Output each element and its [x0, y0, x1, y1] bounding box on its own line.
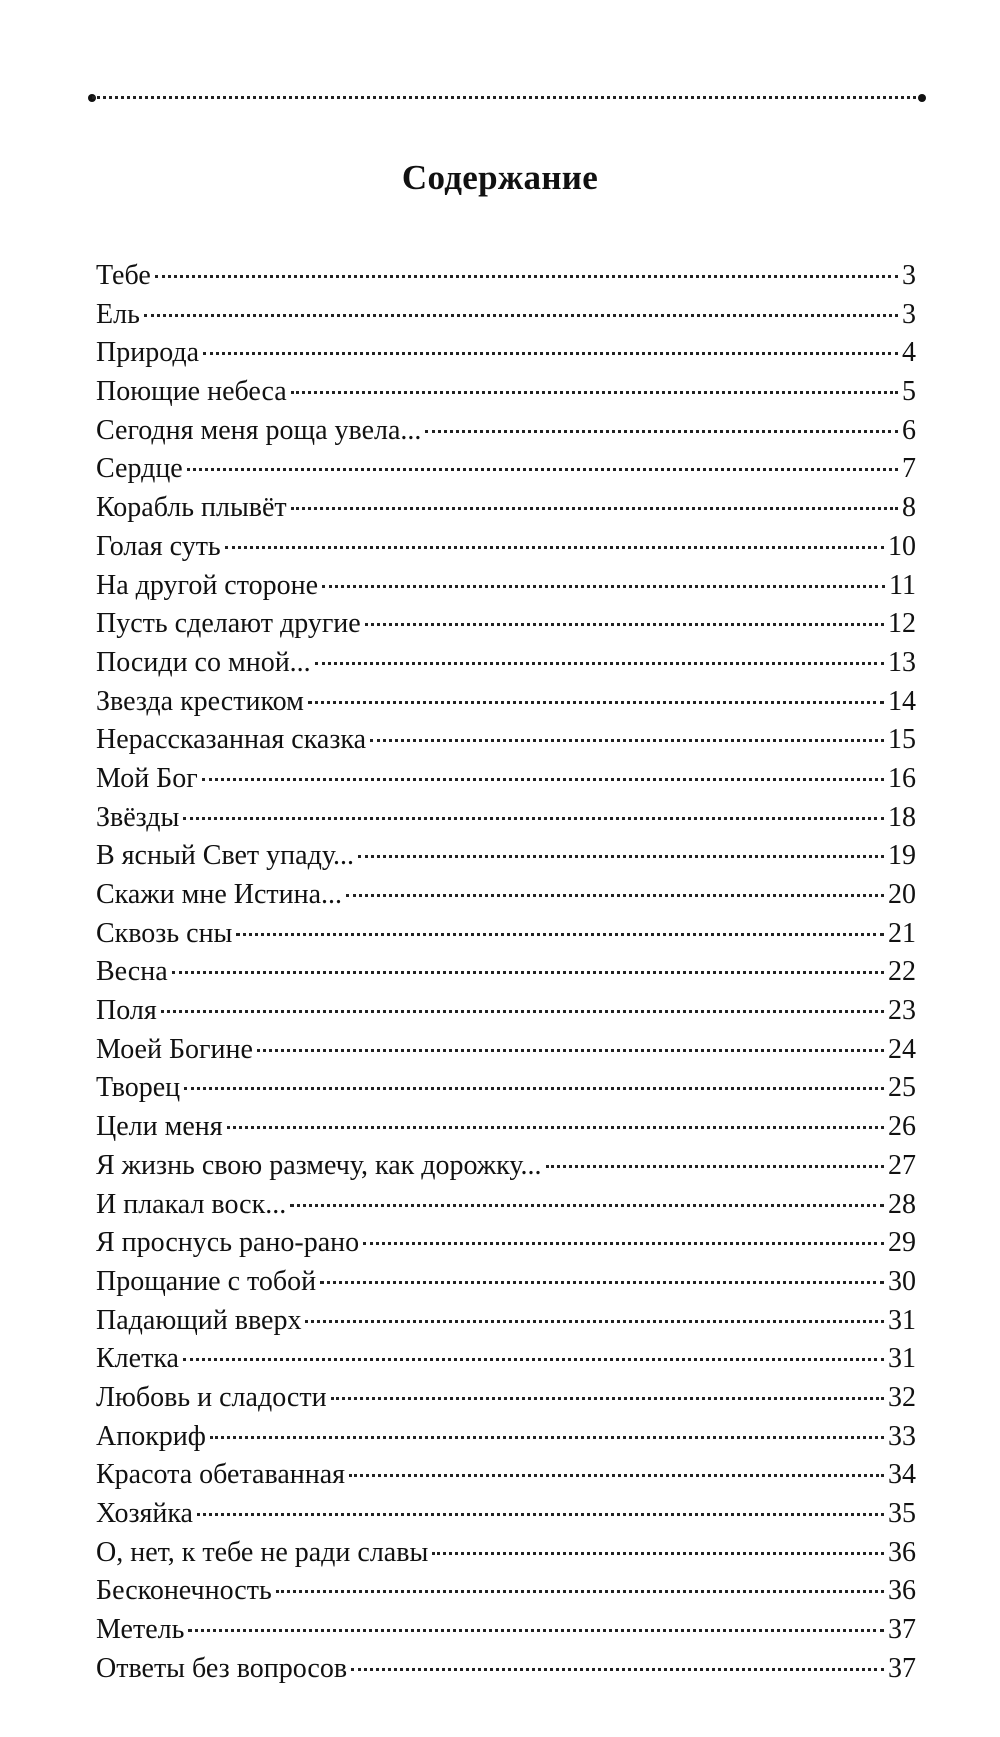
toc-entry-title: Я проснусь рано-рано: [96, 1227, 360, 1259]
toc-entry-page-number: 26: [888, 1111, 916, 1143]
toc-entry-title: Поющие небеса: [96, 376, 287, 408]
toc-entry-page-number: 35: [888, 1498, 916, 1529]
toc-entry-page-number: 16: [888, 762, 916, 794]
toc-entry: [96, 257, 916, 296]
toc-entry-page-number: 28: [888, 1188, 916, 1220]
toc-entry-title: Посиди со мной...: [96, 646, 311, 678]
toc-dot-leader: [546, 1165, 884, 1168]
toc-dot-leader: [144, 314, 898, 317]
toc-dot-leader: [432, 1552, 884, 1555]
toc-entry-title: Падающий вверх: [96, 1304, 302, 1336]
toc-entry: [96, 1224, 916, 1263]
toc-entry: [96, 1147, 916, 1186]
toc-dot-leader: [305, 1320, 884, 1323]
toc-dot-leader: [365, 623, 884, 626]
toc-entry-page-number: 6: [902, 414, 916, 446]
toc-entry-title: Сегодня меня роща увела...: [96, 414, 422, 446]
toc-entry-page-number: 24: [888, 1033, 916, 1065]
toc-entry-page-number: 14: [888, 685, 916, 717]
toc-entry: [96, 953, 916, 992]
toc-dot-leader: [346, 894, 884, 897]
toc-entry: [96, 605, 916, 644]
toc-dot-leader: [322, 585, 885, 588]
toc-entry: [96, 1650, 916, 1689]
toc-entry: [96, 489, 916, 528]
toc-entry-title: Я жизнь свою размечу, как дорожку...: [96, 1149, 542, 1181]
toc-entry-title: Моей Богине: [96, 1033, 253, 1065]
toc-entry: [96, 1534, 916, 1573]
toc-entry-title: Весна: [96, 956, 168, 988]
toc-dot-leader: [187, 468, 898, 471]
toc-entry: [96, 1108, 916, 1147]
toc-entry: [96, 1302, 916, 1341]
toc-entry-title: Корабль плывёт: [96, 492, 287, 524]
toc-entry-page-number: 27: [888, 1149, 916, 1181]
toc-dot-leader: [203, 352, 898, 355]
toc-entry-page-number: 12: [888, 608, 916, 640]
toc-dot-leader: [290, 1204, 884, 1207]
toc-entry-page-number: 34: [888, 1459, 916, 1491]
toc-entry: [96, 683, 916, 722]
toc-dot-leader: [425, 430, 898, 433]
toc-entry-page-number: 7: [902, 453, 916, 485]
toc-entry-page-number: 22: [888, 956, 916, 988]
toc-dot-leader: [370, 739, 884, 742]
toc-entry-page-number: 11: [889, 569, 916, 601]
toc-entry: [96, 373, 916, 412]
toc-entry-page-number: 5: [902, 376, 916, 408]
toc-dot-leader: [225, 546, 884, 549]
toc-entry-title: Любовь и сладости: [96, 1381, 327, 1413]
toc-entry: [96, 1572, 916, 1611]
toc-entry: [96, 876, 916, 915]
toc-entry-title: Клетка: [96, 1343, 179, 1375]
toc-dot-leader: [358, 855, 884, 858]
toc-dot-leader: [210, 1436, 884, 1439]
toc-entry-title: Сердце: [96, 453, 183, 485]
toc-entry: [96, 567, 916, 606]
toc-entry-title: Поля: [96, 995, 157, 1027]
toc-entry-title: Скажи мне Истина...: [96, 879, 343, 910]
toc-entry-title: Мой Бог: [96, 762, 198, 794]
toc-entry-page-number: 15: [888, 724, 916, 756]
toc-entry-title: Хозяйка: [96, 1498, 193, 1529]
toc-entry-title: Звезда крестиком: [96, 685, 304, 717]
toc-entry-page-number: 37: [888, 1652, 916, 1684]
toc-dot-leader: [291, 391, 898, 394]
toc-dot-leader: [363, 1242, 884, 1245]
toc-entry-title: Голая суть: [96, 530, 221, 562]
toc-entry-page-number: 20: [888, 879, 916, 910]
toc-dot-leader: [183, 1358, 884, 1361]
toc-entry-title: В ясный Свет упаду...: [96, 840, 355, 872]
toc-entry-page-number: 23: [888, 995, 916, 1027]
toc-entry: [96, 1069, 916, 1108]
toc-entry: [96, 760, 916, 799]
toc-entry-title: Метель: [96, 1614, 185, 1646]
toc-entry: [96, 334, 916, 373]
toc-entry-page-number: 8: [902, 492, 916, 524]
toc-dot-leader: [184, 1087, 884, 1090]
toc-dot-leader: [351, 1668, 884, 1671]
toc-entry-title: Красота обетаванная: [96, 1459, 346, 1491]
toc-dot-leader: [197, 1513, 884, 1516]
toc-entry-title: На другой стороне: [96, 569, 319, 601]
toc-entry-page-number: 30: [888, 1265, 916, 1297]
toc-entry-page-number: 21: [888, 917, 916, 949]
toc-entry: [96, 1263, 916, 1302]
toc-entry-title: И плакал воск...: [96, 1188, 287, 1220]
rule-dotted-line: [92, 96, 922, 99]
toc-entry-page-number: 25: [888, 1072, 916, 1104]
toc-entry-page-number: 18: [888, 801, 916, 833]
toc-entry: [96, 644, 916, 683]
toc-entry-page-number: 33: [888, 1420, 916, 1452]
table-of-contents: [96, 257, 916, 1688]
toc-entry-title: Нерассказанная сказка: [96, 724, 367, 756]
toc-entry: [96, 1340, 916, 1379]
toc-dot-leader: [315, 662, 884, 665]
toc-dot-leader: [291, 507, 898, 510]
toc-entry-page-number: 36: [888, 1536, 916, 1568]
toc-dot-leader: [349, 1474, 884, 1477]
toc-dot-leader: [236, 933, 884, 936]
toc-entry-page-number: 37: [888, 1614, 916, 1646]
decorative-dotted-rule: [88, 94, 926, 102]
toc-entry: [96, 1418, 916, 1457]
toc-entry: [96, 1379, 916, 1418]
toc-entry: [96, 1031, 916, 1070]
toc-entry: [96, 528, 916, 567]
toc-dot-leader: [172, 971, 884, 974]
toc-dot-leader: [155, 275, 898, 278]
toc-entry-page-number: 31: [888, 1343, 916, 1375]
toc-entry-page-number: 13: [888, 646, 916, 678]
toc-entry: [96, 799, 916, 838]
toc-entry-title: Ель: [96, 298, 140, 330]
toc-dot-leader: [257, 1049, 884, 1052]
toc-entry-page-number: 10: [888, 530, 916, 562]
toc-entry-page-number: 4: [902, 337, 916, 369]
toc-entry-title: Апокриф: [96, 1420, 206, 1452]
toc-dot-leader: [308, 701, 884, 704]
toc-entry-page-number: 36: [888, 1575, 916, 1607]
toc-entry: [96, 1186, 916, 1225]
toc-dot-leader: [331, 1397, 884, 1400]
toc-entry-page-number: 31: [888, 1304, 916, 1336]
toc-entry-page-number: 19: [888, 840, 916, 872]
toc-entry-page-number: 32: [888, 1381, 916, 1413]
toc-entry: [96, 1456, 916, 1495]
toc-entry-title: Бесконечность: [96, 1575, 272, 1607]
toc-dot-leader: [202, 778, 884, 781]
toc-dot-leader: [320, 1281, 884, 1284]
toc-entry-title: О, нет, к тебе не ради славы: [96, 1536, 429, 1568]
toc-dot-leader: [227, 1126, 884, 1129]
toc-entry: [96, 412, 916, 451]
toc-entry-page-number: 3: [902, 260, 916, 291]
toc-entry-title: Цели меня: [96, 1111, 223, 1143]
toc-entry-title: Природа: [96, 337, 200, 369]
rule-end-dot: [918, 94, 926, 102]
toc-entry-title: Сквозь сны: [96, 917, 233, 949]
toc-entry-title: Творец: [96, 1072, 181, 1104]
toc-entry-title: Пусть сделают другие: [96, 608, 361, 640]
toc-entry-page-number: 29: [888, 1227, 916, 1259]
toc-entry-page-number: 3: [902, 298, 916, 330]
toc-dot-leader: [276, 1590, 884, 1593]
toc-entry-title: Ответы без вопросов: [96, 1652, 348, 1684]
toc-entry-title: Звёзды: [96, 801, 180, 833]
toc-dot-leader: [161, 1010, 884, 1013]
page-title: Содержание: [401, 158, 599, 197]
toc-entry: [96, 450, 916, 489]
toc-entry: [96, 1495, 916, 1534]
toc-entry: [96, 915, 916, 954]
toc-entry: [96, 721, 916, 760]
toc-entry-title: Тебе: [96, 260, 151, 291]
toc-entry: [96, 296, 916, 335]
toc-entry: [96, 992, 916, 1031]
toc-dot-leader: [188, 1629, 884, 1632]
toc-entry: [96, 837, 916, 876]
toc-entry: [96, 1611, 916, 1650]
toc-entry-title: Прощание с тобой: [96, 1265, 317, 1297]
toc-dot-leader: [183, 817, 884, 820]
